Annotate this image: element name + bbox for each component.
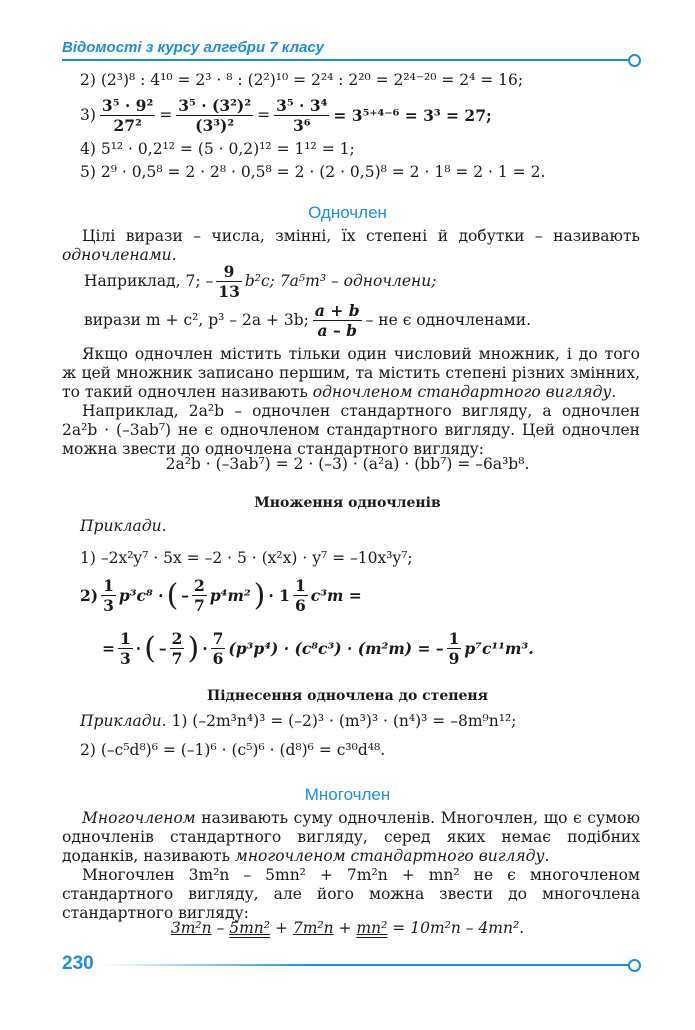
power-line-2: 2) (–c⁵d⁸)⁶ = (–1)⁶ · (c⁵)⁶ · (d⁸)⁶ = c³⁰d⁴⁸. [80, 741, 386, 759]
numerator: 1 [120, 628, 131, 648]
polynomial-formula [0, 919, 695, 937]
header-rule-end-circle [628, 54, 641, 67]
fraction [274, 96, 329, 135]
non-examples-prefix: вирази m + c², p³ – 2a + 3b; [84, 311, 309, 329]
term: (p³p⁴) · (c⁸c³) · (m²m) = – [228, 638, 444, 658]
footer-rule-end-circle [628, 959, 641, 972]
non-monomial-examples [84, 298, 531, 342]
denominator: 3⁶ [292, 115, 311, 135]
fraction [100, 96, 155, 135]
multiplication-line-3: = $\frac{1}{3}$ · ( – $\frac{2}{7}$ ) · $\frac{7}{6}$ (p³p⁴) · (c⁸c³) · (m²m) = – $\frac{1}{9}$ p⁷c¹¹m³. [102, 628, 534, 668]
power-example-1: 1) (–2m³n⁴)³ = (–2)³ · (m³)³ · (n⁴)³ = –8m⁹n¹²; [171, 712, 517, 730]
denominator: 3 [103, 595, 114, 615]
operator: + [270, 919, 293, 937]
fraction [118, 629, 133, 668]
term: c³m = [310, 585, 362, 605]
multiplication-line-1: 1) –2x²y⁷ · 5x = –2 · 5 · (x²x) · y⁷ = –10x³y⁷; [80, 549, 413, 567]
definition-text: Цілі вирази – числа, змінні, їх степені й добутки – називають [82, 227, 640, 245]
numerator: 3⁵ · 3⁴ [276, 95, 328, 115]
fraction [176, 96, 253, 135]
term: p⁴m² [209, 585, 251, 605]
example-line-2: 2) (2³)⁸ : 4¹⁰ = 2³ · ⁸ : (2²)¹⁰ = 2²⁴ : 2²⁰ = 2²⁴⁻²⁰ = 2⁴ = 16; [80, 71, 524, 89]
numerator: 1 [294, 575, 306, 595]
numerator: 3⁵ · 9² [101, 95, 154, 115]
fraction [447, 629, 462, 668]
definition-text: називають суму одночленів. Многочлен, що є сумою одночленів стандартного вигляду, серед яких немає подібних доданків, називають [62, 809, 640, 865]
standard-form-example: Наприклад, 2a²b – одночлен стандартного вигляду, а одночлен 2a²b · (–3ab⁷) не є одночленом стандартного вигляду. Цей одночлен можна звести до одночлена стандартного вигляду: [62, 402, 640, 458]
numerator: 9 [216, 262, 242, 282]
section-title-monomial: Одночлен [308, 203, 387, 222]
term: p⁷c¹¹m³. [464, 638, 534, 658]
operator: + [333, 919, 357, 937]
standard-form-definition: Якщо одночлен містить тільки один числовий множник, і до того ж цей множник записано першим, та містить степені різних змінних, то такий одночлен називають одночленом стандартного вигляду. [62, 345, 640, 401]
numerator: 2 [194, 575, 205, 595]
numerator: 3⁵ · (3²)² [178, 95, 252, 115]
header-rule [62, 59, 632, 61]
section-title-polynomial: Многочлен [304, 785, 391, 804]
fraction [293, 576, 308, 615]
examples-label: Приклади. [80, 712, 167, 730]
non-examples-tail: – не є одночленами. [365, 311, 532, 329]
denominator: 7 [194, 595, 205, 615]
numerator: 1 [448, 628, 460, 648]
numerator: a + b [314, 300, 360, 320]
term-double-underline: mn² [356, 919, 388, 937]
denominator: 6 [294, 595, 306, 615]
power-line-1 [80, 712, 516, 730]
definition-term: одночленом стандартного вигляду [312, 383, 612, 401]
subsection-title-power: Піднесення одночлена до степеня [206, 688, 489, 704]
denominator: 27² [113, 115, 142, 135]
fraction [170, 629, 185, 668]
monomial-examples [84, 259, 436, 303]
term-single-underline: 3m²n [170, 919, 212, 937]
example-line-4: 4) 5¹² · 0,2¹² = (5 · 0,2)¹² = 1¹² = 1; [80, 140, 355, 158]
definition-term: одночленами [62, 246, 172, 264]
denominator: 9 [448, 648, 460, 668]
definition-term: Многочленом [82, 809, 196, 827]
term: p³c⁸ · [118, 585, 164, 605]
multiplication-line-2: 2) $\frac{1}{3}$ p³c⁸ · ( – $\frac{2}{7}$ p⁴m² ) · 1 $\frac{1}{6}$ c³m = [80, 575, 362, 615]
numerator: 2 [171, 628, 183, 648]
monomial-definition: Цілі вирази – числа, змінні, їх степені й добутки – називають одночленами. [62, 227, 640, 264]
term-single-underline: 7m²n [292, 919, 334, 937]
equals-sign: = [102, 638, 115, 658]
denominator: 7 [171, 648, 183, 668]
operator: – [211, 919, 230, 937]
example-3-label: 3) [80, 106, 96, 124]
definition-text: Якщо одночлен містить тільки один числовий множник, і до того ж цей множник записано першим, та містить степені різних змінних, то такий одночлен називають [62, 345, 640, 401]
polynomial-definition: Многочленом називають суму одночленів. Многочлен, що є сумою одночленів стандартного вигляду, серед яких немає подібних доданків, називають многочленом стандартного вигляду. [62, 809, 640, 865]
denominator: a – b [317, 320, 357, 340]
example-3-tail: = 3⁵⁺⁴⁻⁶ = 3³ = 27; [333, 105, 492, 125]
denominator: 6 [212, 648, 224, 668]
denominator: (3³)² [195, 115, 235, 135]
examples-label: Приклади. [80, 517, 167, 535]
numerator: 7 [212, 628, 224, 648]
subsection-title-multiplication: Множення одночленів [254, 495, 441, 511]
running-header: Відомості з курсу алгебри 7 класу [62, 39, 324, 56]
footer-rule [100, 964, 632, 966]
denominator: 13 [218, 281, 240, 301]
standard-form-formula: 2a²b · (–3ab⁷) = 2 · (–3) · (a²a) · (bb⁷) = –6a³b⁸. [165, 455, 530, 473]
fraction [313, 301, 362, 340]
polynomial-example: Многочлен 3m²n – 5mn² + 7m²n + mn² не є многочленом стандартного вигляду, але його можна звести до многочлена стандартного вигляду: [62, 866, 640, 922]
example-line-5: 5) 2⁹ · 0,5⁸ = 2 · 2⁸ · 0,5⁸ = 2 · (2 · 0,5)⁸ = 2 · 1⁸ = 2 · 1 = 2. [80, 163, 546, 181]
numerator: 1 [103, 575, 114, 595]
fraction [192, 576, 207, 615]
fraction [101, 576, 116, 615]
denominator: 3 [120, 648, 131, 668]
term-double-underline: 5mn² [229, 919, 271, 937]
page-number: 230 [62, 953, 94, 974]
example-line-3: 3) $\frac{\text{3⁵ · 9²}}{\text{27²}}$ = $\frac{\text{3⁵ · (3²)²}}{\text{(3³)²}}$ = $\frac{\text{3⁵ · 3⁴}}{\text{3⁶}}$ = 3⁵⁺⁴⁻⁶ = 3³ = 27; [80, 95, 492, 135]
examples-prefix: Наприклад, 7; – [84, 272, 214, 290]
examples-tail: b²c; 7a⁵m³ – одночлени; [244, 272, 437, 290]
result: = 10m²n – 4mn². [387, 919, 525, 937]
line-label: 2) [80, 585, 99, 605]
fraction [211, 629, 226, 668]
fraction [216, 262, 242, 301]
definition-term-2: многочленом стандартного вигляду [234, 847, 545, 865]
whole-part: · 1 [268, 585, 290, 605]
